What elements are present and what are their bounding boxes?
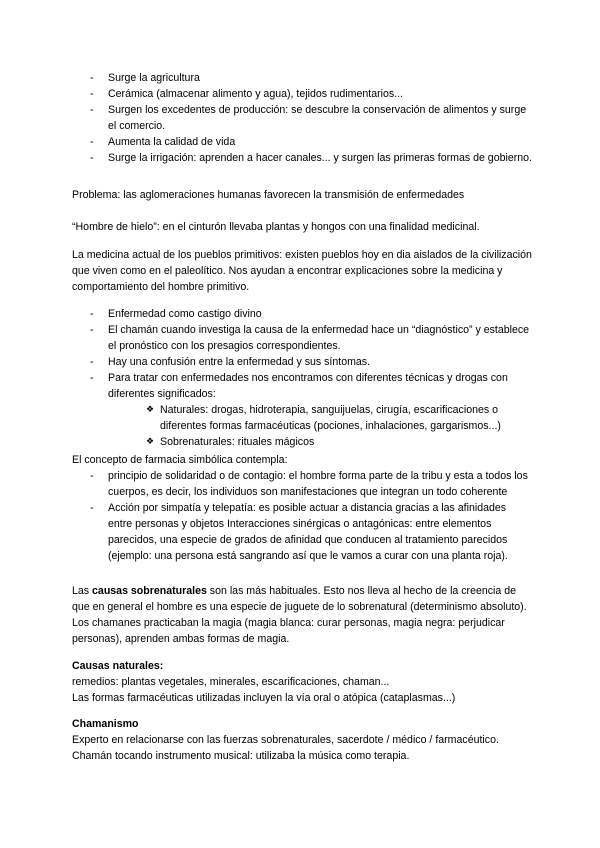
causas-sobrenaturales-paragraph — [72, 583, 532, 647]
agriculture-list-block — [72, 70, 532, 166]
farmacia-list — [72, 468, 532, 564]
shaman-list-block — [72, 306, 532, 450]
section-heading: Chamanismo — [72, 718, 139, 730]
problema-paragraph: Problema: las aglomeraciones humanas favorecen la transmisión de enfermedades — [72, 189, 465, 201]
sublist-item-text: Naturales: drogas, hidroterapia, sanguijuelas, cirugía, escarificaciones o diferentes formas farmacéuticas (pociones, inhalaciones, gargarismos...) — [160, 404, 501, 432]
diamond-bullet-icon: ❖ — [146, 405, 155, 415]
list-item: - Surge la irrigación: aprenden a hacer canales... y surgen las primeras formas de gobierno. — [72, 150, 532, 166]
causas-naturales-section — [72, 658, 532, 706]
list-item: - Enfermedad como castigo divino — [72, 306, 532, 322]
agriculture-list — [72, 70, 532, 166]
treatment-sublist — [72, 402, 532, 450]
medicina-actual-paragraph: La medicina actual de los pueblos primitivos: existen pueblos hoy en dia aislados de la civilización que viven como en el paleolítico. Nos ayudan a encontrar explicaciones sobre la medicina y comportamiento del hombre primitivo. — [72, 249, 532, 293]
text-segment: son las más habituales. Esto nos lleva al hecho de la creencia de que en general el hombre es una especie de juguete de lo sobrenatural (determinismo absoluto). Los chamanes practicaban la magia (magia blanca: curar personas, magia negra: perjudicar personas), aprenden ambas formas de magia. — [72, 585, 527, 645]
list-item: - Cerámica (almacenar alimento y agua), tejidos rudimentarios... — [72, 86, 532, 102]
farmacia-list-block — [72, 468, 532, 564]
section-line: Chamán tocando instrumento musical: utilizaba la música como terapia. — [72, 750, 410, 762]
list-item: - Hay una confusión entre la enfermedad y sus síntomas. — [72, 354, 532, 370]
list-item: - Surgen los excedentes de producción: se descubre la conservación de alimentos y surge el comercio. — [72, 102, 532, 134]
sublist-item-text: Sobrenaturales: rituales mágicos — [160, 436, 315, 448]
sublist-item — [144, 402, 532, 434]
list-item: - Para tratar con enfermedades nos encontramos con diferentes técnicas y drogas con diferentes significados: — [72, 370, 532, 402]
hombre-hielo-paragraph: “Hombre de hielo”: en el cinturón llevaba plantas y hongos con una finalidad medicinal. — [72, 221, 480, 233]
diamond-bullet-icon: ❖ — [146, 437, 155, 447]
sublist-item — [144, 434, 532, 450]
list-item: - El chamán cuando investiga la causa de la enfermedad hace un “diagnóstico” y establece el pronóstico con los presagios correspondientes. — [72, 322, 532, 354]
list-item: - Acción por simpatía y telepatía: es posible actuar a distancia gracias a las afinidades entre personas y objetos Interacciones sinérgicas o antagónicas: entre elementos parecidos, una especie de grados de afinidad que conducen al tratamiento parecidos (ejemplo: una persona está sangrando así que le vamos a curar con una planta roja). — [72, 500, 532, 564]
section-line: remedios: plantas vegetales, minerales, escarificaciones, chaman... — [72, 676, 390, 688]
list-item: - principio de solidaridad o de contagio: el hombre forma parte de la tribu y esta a todos los cuerpos, es decir, los individuos son manifestaciones que integran un todo coherente — [72, 468, 532, 500]
farmacia-intro: El concepto de farmacia simbólica contempla: — [72, 454, 288, 466]
list-item: - Aumenta la calidad de vida — [72, 134, 532, 150]
bold-term: causas sobrenaturales — [92, 585, 207, 597]
section-line: Experto en relacionarse con las fuerzas sobrenaturales, sacerdote / médico / farmacéutico. — [72, 734, 499, 746]
section-heading: Causas naturales: — [72, 660, 164, 672]
chamanismo-section — [72, 716, 532, 764]
list-item: - Surge la agricultura — [72, 70, 532, 86]
shaman-list — [72, 306, 532, 402]
section-line: Las formas farmacéuticas utilizadas incluyen la vía oral o atópica (cataplasmas...) — [72, 692, 456, 704]
text-segment: Las — [72, 585, 93, 597]
